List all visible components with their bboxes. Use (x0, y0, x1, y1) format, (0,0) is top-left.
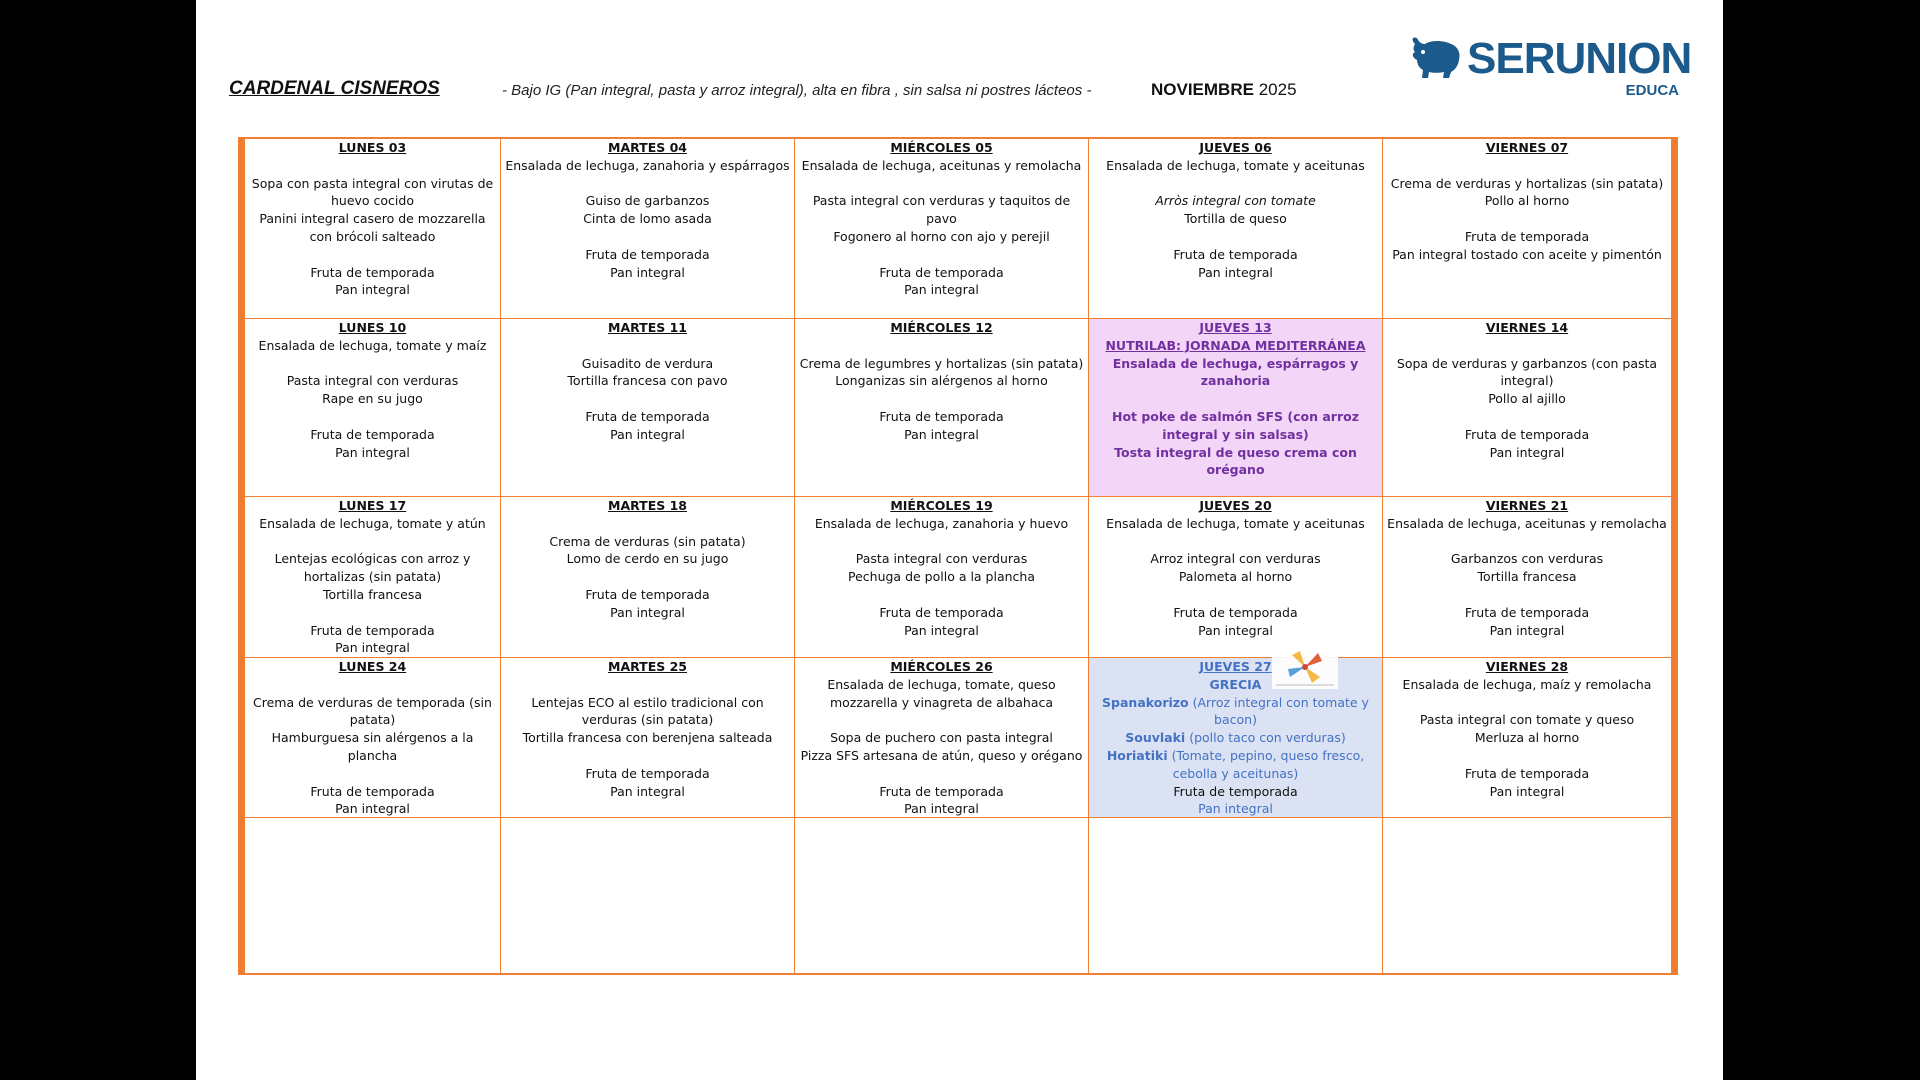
day-cell (245, 658, 501, 818)
day-heading: MIÉRCOLES 05 (890, 140, 993, 155)
menu-dish: Tortilla de queso (1184, 211, 1287, 227)
menu-dish: Ensalada de lechuga, aceitunas y remolacha (801, 157, 1082, 173)
day-cell (245, 139, 501, 319)
school-name: CARDENAL CISNEROS (229, 78, 440, 99)
menu-page (196, 0, 1723, 1080)
menu-dish: Ensalada de lechuga, tomate, queso mozzarella y vinagreta de albahaca (827, 676, 1056, 710)
menu-dish: Pan integral (335, 801, 410, 817)
menu-dish: Sopa de verduras y garbanzos (con pasta integral) (1396, 355, 1658, 389)
spacer (797, 711, 1086, 729)
menu-dish: Pan integral (1489, 444, 1565, 460)
dish-name: Spanakorizo (1102, 694, 1189, 710)
menu-dish: Pollo al horno (1484, 193, 1570, 209)
logo-subtitle: EDUCA (1625, 82, 1679, 99)
day-heading: MARTES 11 (608, 320, 687, 335)
day-cell (1089, 139, 1383, 319)
day-cell (795, 139, 1089, 319)
menu-dish: Fruta de temporada (1464, 604, 1590, 620)
dish-name: Souvlaki (1125, 730, 1186, 746)
menu-dish: Fruta de temporada (1464, 765, 1590, 781)
spacer (247, 604, 498, 622)
menu-dish: Hot poke de salmón SFS (con arroz integral y sin salsas) (1111, 408, 1359, 442)
menu-dish: Crema de legumbres y hortalizas (sin patata) (799, 355, 1084, 371)
menu-dish: Pan integral (610, 264, 685, 280)
menu-dish: Pollo al ajillo (1488, 391, 1566, 407)
day-heading: MARTES 18 (608, 498, 687, 513)
menu-dish: Tortilla francesa (1477, 569, 1577, 585)
menu-dish: Pan integral (904, 426, 979, 442)
menu-dish: Lentejas ecológicas con arroz y hortalizas (sin patata) (274, 551, 471, 585)
day-cell (1089, 319, 1383, 497)
menu-dish: Palometa al horno (1178, 569, 1293, 585)
theme-title: GRECIA (1209, 676, 1262, 692)
menu-dish: Garbanzos con verduras (1450, 551, 1604, 567)
spacer (247, 157, 498, 175)
day-heading: VIERNES 07 (1485, 140, 1569, 155)
menu-dish: Sopa con pasta integral con virutas de huevo cocido (251, 175, 494, 209)
spacer (1385, 157, 1669, 175)
menu-dish: Fruta de temporada (879, 604, 1004, 620)
menu-dish: Pan integral (610, 604, 685, 620)
menu-dish: Ensalada de lechuga, zanahoria y huevo (814, 515, 1069, 531)
day-cell (1383, 658, 1671, 818)
empty-cell (1089, 818, 1383, 973)
menu-dish: Pan integral (1489, 622, 1565, 638)
day-heading: MIÉRCOLES 19 (890, 498, 993, 513)
fruit-line: Fruta de temporada (1173, 783, 1298, 799)
logo-wordmark: SERUNION (1467, 34, 1692, 83)
spacer (503, 676, 792, 694)
spacer (1385, 337, 1669, 355)
spacer (1091, 175, 1380, 193)
day-heading: LUNES 24 (338, 659, 407, 674)
spacer (1385, 586, 1669, 604)
menu-dish: Pan integral (1489, 783, 1565, 799)
spacer (1385, 533, 1669, 551)
spacer (503, 228, 792, 246)
day-cell (795, 319, 1089, 497)
empty-cell (245, 818, 501, 973)
menu-dish: Fruta de temporada (879, 783, 1004, 799)
spacer (797, 533, 1086, 551)
month-label: NOVIEMBRE (1151, 80, 1254, 99)
spacer (797, 337, 1086, 355)
day-heading: JUEVES 27 (1199, 659, 1272, 674)
menu-dish: Pasta integral con verduras y taquitos de pavo (812, 193, 1071, 227)
menu-dish: Fruta de temporada (585, 246, 710, 262)
menu-dish: Pasta integral con verduras (286, 373, 459, 389)
menu-dish: Tortilla francesa (322, 586, 423, 602)
menu-dish: Pan integral (610, 783, 685, 799)
menu-dish: Tosta integral de queso crema con orégano (1114, 444, 1357, 478)
menu-dish: Sopa de puchero con pasta integral (830, 730, 1053, 746)
spacer (247, 765, 498, 783)
spacer (247, 246, 498, 264)
day-heading: JUEVES 06 (1199, 140, 1272, 155)
menu-dish: Pan integral tostado con aceite y pimentón (1392, 246, 1662, 262)
spacer (797, 246, 1086, 264)
menu-dish: Pan integral (335, 640, 410, 656)
spacer (247, 676, 498, 694)
menu-dish: Ensalada de lechuga, maíz y remolacha (1402, 676, 1652, 692)
day-heading: MARTES 25 (608, 659, 687, 674)
dish-name: Horiatiki (1106, 747, 1168, 763)
spacer (1385, 694, 1669, 712)
menu-dish: Fogonero al horno con ajo y perejil (833, 228, 1050, 244)
menu-dish: Ensalada de lechuga, tomate y aceitunas (1106, 515, 1365, 531)
dish-description: (Tomate, pepino, queso fresco, cebolla y aceitunas) (1167, 747, 1365, 781)
menu-dish: Fruta de temporada (1464, 426, 1590, 442)
serunion-logo (1409, 34, 1692, 100)
day-heading: JUEVES 20 (1199, 498, 1272, 513)
dish-description: (Arroz integral con tomate y bacon) (1188, 694, 1369, 728)
year-label: 2025 (1258, 80, 1297, 99)
themed-dish (1091, 729, 1380, 747)
menu-dish: Pizza SFS artesana de atún, queso y orégano (800, 747, 1083, 763)
menu-month (1151, 80, 1297, 100)
day-cell (1383, 139, 1671, 319)
menu-description: - Bajo IG (Pan integral, pasta y arroz integral), alta en fibra , sin salsa ni postres lácteos - (502, 82, 1092, 99)
spacer (1385, 210, 1669, 228)
spacer (1385, 747, 1669, 765)
menu-dish: Ensalada de lechuga, tomate y maíz (258, 337, 487, 353)
spacer (797, 586, 1086, 604)
menu-dish: Ensalada de lechuga, tomate y aceitunas (1106, 157, 1365, 173)
day-heading: MARTES 04 (608, 140, 687, 155)
menu-dish: Ensalada de lechuga, aceitunas y remolacha (1387, 515, 1667, 531)
day-heading: LUNES 03 (338, 140, 407, 155)
day-cell (245, 497, 501, 658)
menu-dish: Crema de verduras de temporada (sin patata) (253, 694, 492, 728)
day-heading: VIERNES 14 (1485, 320, 1569, 335)
empty-cell (1383, 818, 1671, 973)
menu-dish: Fruta de temporada (310, 426, 435, 442)
menu-dish: Pan integral (610, 426, 685, 442)
menu-dish: Fruta de temporada (1173, 604, 1298, 620)
day-cell (795, 497, 1089, 658)
bread-line: Pan integral (1198, 801, 1273, 817)
menu-dish: Fruta de temporada (310, 264, 435, 280)
day-heading: MIÉRCOLES 12 (890, 320, 993, 335)
menu-dish: Pan integral (904, 622, 979, 638)
menu-dish: Pasta integral con verduras (855, 551, 1028, 567)
menu-dish: Pan integral (1198, 622, 1273, 638)
menu-dish: Crema de verduras y hortalizas (sin patata) (1390, 175, 1664, 191)
spacer (503, 515, 792, 533)
day-heading: MIÉRCOLES 26 (890, 659, 993, 674)
menu-dish: Cinta de lomo asada (583, 211, 712, 227)
spacer (503, 175, 792, 193)
spacer (1091, 390, 1380, 408)
day-cell (501, 319, 795, 497)
day-cell (501, 139, 795, 319)
spacer (247, 408, 498, 426)
bull-icon (1409, 34, 1465, 80)
menu-dish: Panini integral casero de mozzarella con brócoli salteado (259, 211, 486, 244)
menu-dish: Pan integral (904, 282, 979, 298)
menu-dish: Fruta de temporada (1464, 228, 1590, 244)
spacer (797, 390, 1086, 408)
menu-dish: Hamburguesa sin alérgenos a la plancha (271, 730, 474, 763)
themed-dish (1091, 694, 1380, 730)
menu-dish: Rape en su jugo (322, 391, 423, 407)
menu-dish: Fruta de temporada (1173, 246, 1298, 262)
spacer (797, 765, 1086, 783)
day-heading: VIERNES 28 (1485, 659, 1569, 674)
menu-dish: Crema de verduras (sin patata) (549, 533, 746, 549)
spacer (797, 175, 1086, 193)
day-cell (245, 319, 501, 497)
menu-dish: Fruta de temporada (585, 408, 710, 424)
spacer (1385, 408, 1669, 426)
menu-dish: Lomo de cerdo en su jugo (566, 551, 729, 567)
pinwheel-icon (1272, 645, 1338, 689)
spacer (1091, 533, 1380, 551)
menu-dish: Arròs integral con tomate (1155, 193, 1316, 209)
spacer (503, 568, 792, 586)
menu-dish: Arroz integral con verduras (1150, 551, 1321, 567)
event-subtitle: NUTRILAB: JORNADA MEDITERRÁNEA (1105, 337, 1366, 353)
menu-dish: Pan integral (335, 444, 410, 460)
day-heading: VIERNES 21 (1485, 498, 1569, 513)
day-heading: LUNES 17 (338, 498, 407, 513)
menu-dish: Ensalada de lechuga, espárragos y zanahoria (1112, 355, 1359, 389)
menu-dish: Pan integral (904, 801, 979, 817)
menu-dish: Ensalada de lechuga, zanahoria y espárragos (505, 157, 790, 173)
menu-dish: Pechuga de pollo a la plancha (848, 569, 1035, 585)
menu-dish: Lentejas ECO al estilo tradicional con verduras (sin patata) (531, 694, 764, 728)
menu-dish: Pasta integral con tomate y queso (1419, 712, 1635, 728)
themed-dish (1091, 747, 1380, 783)
day-cell (501, 658, 795, 818)
menu-dish: Pan integral (1198, 264, 1273, 280)
day-cell (795, 658, 1089, 818)
menu-dish: Merluza al horno (1474, 730, 1580, 746)
spacer (1091, 228, 1380, 246)
spacer (503, 390, 792, 408)
spacer (247, 533, 498, 551)
day-cell (1089, 497, 1383, 658)
empty-cell (795, 818, 1089, 973)
menu-dish: Tortilla francesa con pavo (567, 373, 728, 389)
day-cell (501, 497, 795, 658)
spacer (247, 355, 498, 373)
menu-dish: Fruta de temporada (585, 586, 710, 602)
weekly-menu-grid (238, 137, 1678, 975)
day-heading: JUEVES 13 (1199, 320, 1272, 335)
menu-dish: Fruta de temporada (585, 765, 710, 781)
menu-dish: Pan integral (335, 282, 410, 298)
empty-cell (501, 818, 795, 973)
day-cell (1383, 319, 1671, 497)
menu-dish: Fruta de temporada (879, 408, 1004, 424)
day-cell (1383, 497, 1671, 658)
dish-description: (pollo taco con verduras) (1185, 730, 1346, 746)
menu-dish: Guisadito de verdura (581, 355, 714, 371)
menu-dish: Ensalada de lechuga, tomate y atún (259, 515, 486, 531)
menu-dish: Fruta de temporada (310, 783, 435, 799)
menu-dish: Tortilla francesa con berenjena salteada (522, 730, 773, 746)
spacer (1091, 479, 1380, 497)
day-cell (1089, 658, 1383, 818)
menu-dish: Longanizas sin alérgenos al horno (835, 373, 1048, 389)
menu-dish: Fruta de temporada (310, 622, 435, 638)
spacer (1091, 586, 1380, 604)
spacer (503, 337, 792, 355)
spacer (503, 747, 792, 765)
menu-dish: Guiso de garbanzos (585, 193, 710, 209)
menu-dish: Fruta de temporada (879, 264, 1004, 280)
day-heading: LUNES 10 (338, 320, 407, 335)
